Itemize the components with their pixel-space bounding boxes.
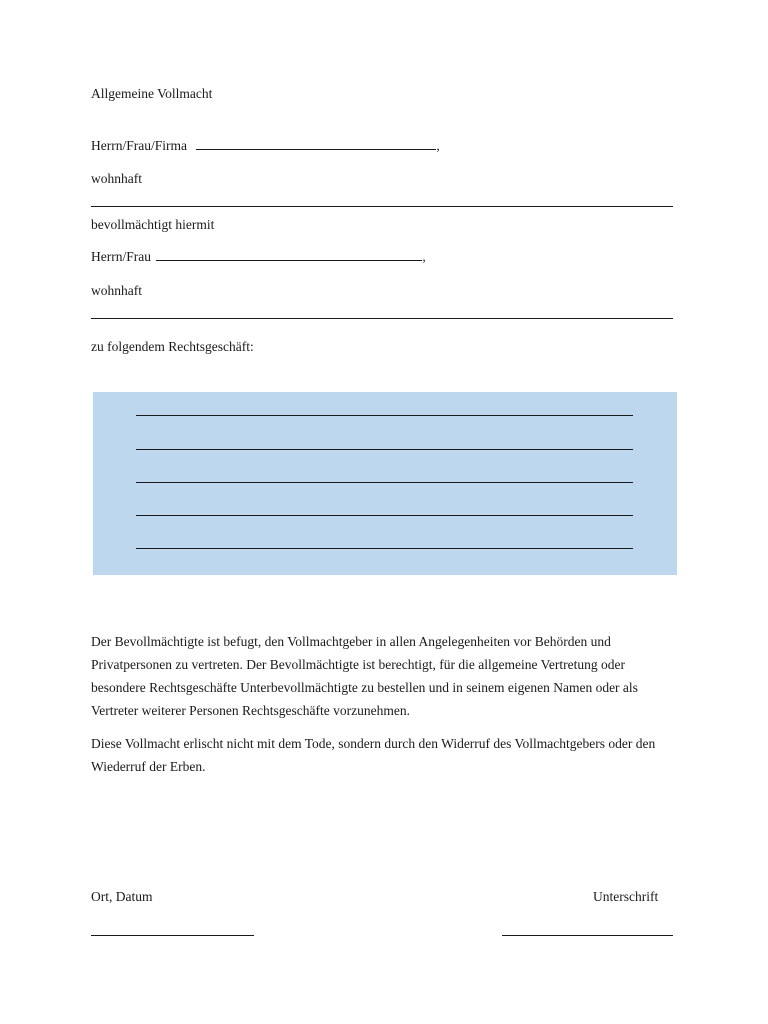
- signature-label: Unterschrift: [593, 889, 659, 904]
- principal-comma: ,: [436, 138, 440, 153]
- principal-name-field[interactable]: [196, 138, 436, 150]
- transaction-box: [93, 392, 677, 575]
- agent-residence-field[interactable]: [91, 318, 673, 319]
- transaction-line[interactable]: [136, 482, 633, 483]
- transaction-line[interactable]: [136, 449, 633, 450]
- principal-residence-label: wohnhaft: [91, 171, 142, 186]
- authorizes-text: bevollmächtigt hiermit: [91, 217, 215, 232]
- place-date-field[interactable]: [91, 935, 254, 936]
- transaction-line[interactable]: [136, 548, 633, 549]
- agent-label: Herrn/Frau: [91, 249, 151, 264]
- place-date-label: Ort, Datum: [91, 889, 153, 904]
- principal-row: [91, 138, 440, 154]
- agent-row: [91, 249, 426, 265]
- transaction-line[interactable]: [136, 515, 633, 516]
- agent-comma: ,: [422, 249, 426, 264]
- principal-label: Herrn/Frau/Firma: [91, 138, 187, 153]
- principal-residence-field[interactable]: [91, 206, 673, 207]
- transaction-line[interactable]: [136, 415, 633, 416]
- signature-field[interactable]: [502, 935, 673, 936]
- document-title: Allgemeine Vollmacht: [91, 86, 213, 101]
- transaction-label: zu folgendem Rechtsgeschäft:: [91, 339, 254, 354]
- agent-residence-label: wohnhaft: [91, 283, 142, 298]
- expiry-paragraph: Diese Vollmacht erlischt nicht mit dem Tode, sondern durch den Widerruf des Vollmachtgebers oder den Wiederruf der Erben.: [91, 736, 656, 774]
- agent-name-field[interactable]: [156, 249, 422, 261]
- authority-paragraph: Der Bevollmächtigte ist befugt, den Vollmachtgeber in allen Angelegenheiten vor Behörden und Privatpersonen zu vertreten. Der Bevollmächtigte ist berechtigt, für die allgemeine Vertretung oder besondere Rechtsgeschäfte Unterbevollmächtigte zu bestellen und in seinem eigenen Namen oder als Vertreter weiterer Personen Rechtsgeschäfte vorzunehmen.: [91, 634, 638, 718]
